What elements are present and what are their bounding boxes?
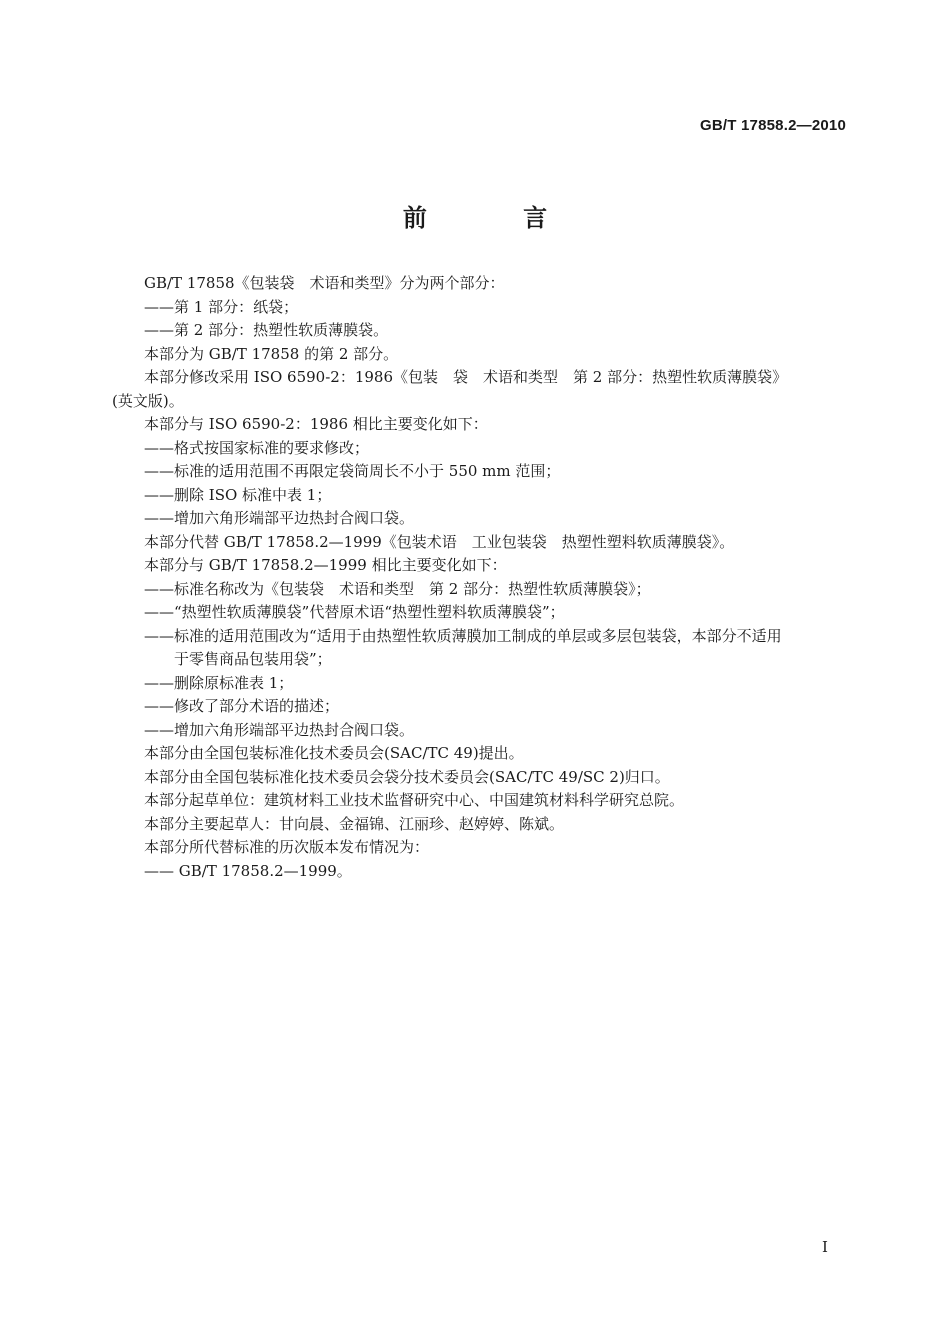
- list-item: ——增加六角形端部平边热封合阀口袋。: [144, 720, 415, 739]
- list-item: —— GB/T 17858.2—1999。: [144, 861, 352, 880]
- list-item: ——格式按国家标准的要求修改；: [144, 438, 370, 457]
- foreword-body: [112, 272, 850, 883]
- list-item-continuation: 于零售商品包装用袋”；: [174, 650, 332, 668]
- list-item: ——标准的适用范围改为“适用于由热塑性软质薄膜加工制成的单层或多层包装袋，本部分不适用: [144, 626, 782, 645]
- list-item: ——标准名称改为《包装袋 术语和类型 第 2 部分：热塑性软质薄膜袋》；: [144, 579, 651, 598]
- paragraph: 本部分与 ISO 6590-2：1986 相比主要变化如下：: [144, 415, 488, 433]
- list-item: ——第 2 部分：热塑性软质薄膜袋。: [144, 321, 389, 339]
- paragraph: 本部分所代替标准的历次版本发布情况为：: [144, 838, 430, 856]
- page-number: I: [822, 1238, 828, 1256]
- paragraph: 本部分修改采用 ISO 6590-2：1986《包装 袋 术语和类型 第 2 部分：热塑性软质薄膜袋》: [144, 368, 788, 386]
- paragraph: 本部分主要起草人：甘向晨、金福锦、江丽珍、赵婷婷、陈斌。: [144, 814, 565, 833]
- paragraph-continuation: (英文版)。: [112, 391, 184, 410]
- paragraph: 本部分由全国包装标准化技术委员会(SAC/TC 49)提出。: [144, 744, 524, 762]
- list-item: ——第 1 部分：纸袋；: [144, 297, 299, 316]
- paragraph: 本部分由全国包装标准化技术委员会袋分技术委员会(SAC/TC 49/SC 2)归口。: [144, 767, 670, 786]
- list-item: ——修改了部分术语的描述；: [144, 697, 340, 715]
- paragraph: 本部分代替 GB/T 17858.2—1999《包装术语 工业包装袋 热塑性塑料软质薄膜袋》。: [144, 532, 735, 551]
- paragraph: 本部分与 GB/T 17858.2—1999 相比主要变化如下：: [144, 556, 507, 574]
- list-item: ——增加六角形端部平边热封合阀口袋。: [144, 509, 415, 527]
- paragraph: GB/T 17858《包装袋 术语和类型》分为两个部分：: [144, 274, 505, 292]
- page-title: 前 言: [402, 203, 592, 232]
- list-item: ——删除 ISO 标准中表 1；: [144, 485, 332, 504]
- list-item: ——删除原标准表 1；: [144, 673, 294, 692]
- list-item: ——标准的适用范围不再限定袋筒周长不小于 550 mm 范围；: [144, 462, 561, 480]
- paragraph: 本部分起草单位：建筑材料工业技术监督研究中心、中国建筑材料科学研究总院。: [144, 791, 685, 809]
- standard-code: GB/T 17858.2—2010: [700, 117, 846, 134]
- list-item: ——“热塑性软质薄膜袋”代替原术语“热塑性塑料软质薄膜袋”；: [144, 603, 565, 621]
- paragraph: 本部分为 GB/T 17858 的第 2 部分。: [144, 344, 399, 363]
